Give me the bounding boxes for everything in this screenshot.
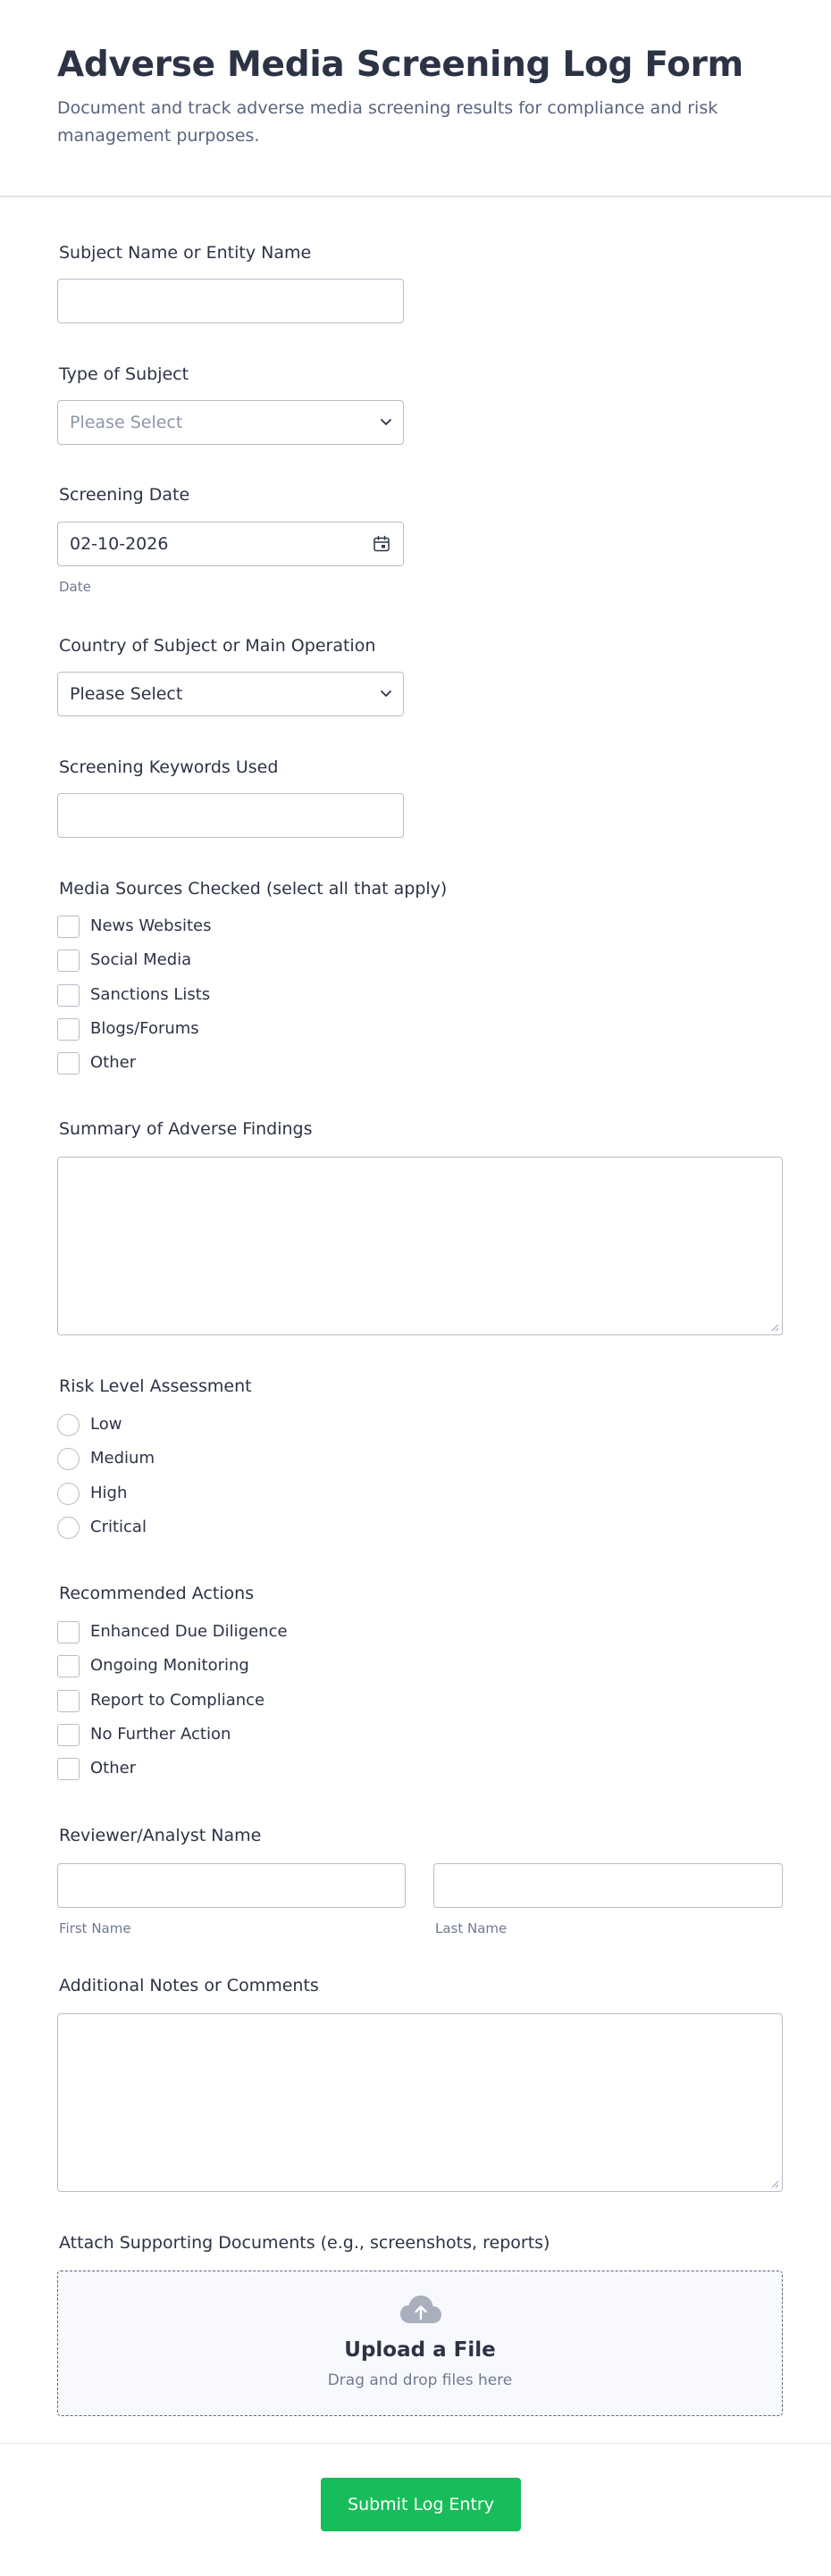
media-sources-label: Media Sources Checked (select all that apply)	[59, 879, 448, 899]
reviewer-first-name-input[interactable]	[57, 1863, 406, 1908]
checkbox[interactable]	[57, 1018, 80, 1041]
submit-button[interactable]: Submit Log Entry	[321, 2478, 521, 2531]
checkbox[interactable]	[57, 1724, 80, 1746]
page-subtitle: Document and track adverse media screening results for compliance and risk management purposes.	[57, 98, 718, 146]
option-label: Low	[90, 1415, 122, 1434]
resize-grip-icon[interactable]	[770, 1323, 779, 1332]
chevron-down-icon	[378, 414, 394, 430]
radio-button[interactable]	[57, 1448, 80, 1470]
cloud-upload-icon	[399, 2293, 443, 2327]
screening-date-value: 02-10-2026	[70, 534, 169, 554]
option-label: Other	[90, 1053, 137, 1072]
last-name-sublabel: Last Name	[435, 1920, 508, 1936]
screening-date-sublabel: Date	[59, 579, 91, 595]
subject-name-input[interactable]	[57, 279, 404, 323]
reviewer-last-name-input[interactable]	[433, 1863, 783, 1908]
notes-textarea[interactable]	[57, 2013, 783, 2192]
screening-date-label: Screening Date	[59, 485, 190, 505]
calendar-icon[interactable]	[372, 534, 391, 554]
keywords-input[interactable]	[57, 793, 404, 838]
option-label: No Further Action	[90, 1725, 231, 1744]
form-header	[0, 0, 831, 197]
option-label: Enhanced Due Diligence	[90, 1622, 288, 1641]
checkbox[interactable]	[57, 949, 80, 972]
radio-button[interactable]	[57, 1414, 80, 1436]
keywords-label: Screening Keywords Used	[59, 757, 279, 777]
checkbox[interactable]	[57, 984, 80, 1007]
option-label: Blogs/Forums	[90, 1019, 199, 1038]
option-label: Critical	[90, 1518, 147, 1536]
checkbox[interactable]	[57, 1758, 80, 1780]
chevron-down-icon	[378, 685, 394, 701]
footer-divider	[0, 2443, 831, 2444]
subject-type-placeholder: Please Select	[70, 413, 183, 432]
summary-label: Summary of Adverse Findings	[59, 1119, 313, 1139]
option-label: News Websites	[90, 916, 212, 935]
subject-name-label: Subject Name or Entity Name	[59, 243, 312, 263]
risk-level-label: Risk Level Assessment	[59, 1376, 252, 1396]
checkbox[interactable]	[57, 1052, 80, 1075]
radio-button[interactable]	[57, 1483, 80, 1505]
page-title: Adverse Media Screening Log Form	[57, 45, 743, 85]
file-upload-dropzone[interactable]	[57, 2271, 783, 2416]
option-label: Sanctions Lists	[90, 985, 211, 1004]
option-label: Ongoing Monitoring	[90, 1656, 249, 1675]
upload-subtitle: Drag and drop files here	[327, 2371, 513, 2389]
attachments-label: Attach Supporting Documents (e.g., screenshots, reports)	[59, 2233, 550, 2253]
checkbox[interactable]	[57, 1690, 80, 1712]
checkbox[interactable]	[57, 916, 80, 938]
subject-type-select[interactable]	[57, 400, 404, 445]
actions-label: Recommended Actions	[59, 1584, 255, 1603]
subject-type-label: Type of Subject	[59, 364, 189, 384]
option-label: High	[90, 1484, 128, 1502]
notes-label: Additional Notes or Comments	[59, 1976, 319, 1995]
checkbox[interactable]	[57, 1621, 80, 1643]
country-label: Country of Subject or Main Operation	[59, 636, 376, 656]
upload-title: Upload a File	[344, 2338, 496, 2362]
option-label: Medium	[90, 1449, 155, 1468]
checkbox[interactable]	[57, 1655, 80, 1677]
screening-date-input[interactable]	[57, 522, 404, 566]
country-select[interactable]	[57, 672, 404, 716]
option-label: Report to Compliance	[90, 1691, 265, 1710]
first-name-sublabel: First Name	[59, 1920, 131, 1936]
summary-textarea[interactable]	[57, 1157, 783, 1335]
option-label: Other	[90, 1759, 137, 1777]
reviewer-label: Reviewer/Analyst Name	[59, 1826, 262, 1845]
option-label: Social Media	[90, 950, 192, 969]
country-value: Please Select	[70, 684, 183, 704]
radio-button[interactable]	[57, 1517, 80, 1539]
resize-grip-icon[interactable]	[770, 2179, 779, 2188]
